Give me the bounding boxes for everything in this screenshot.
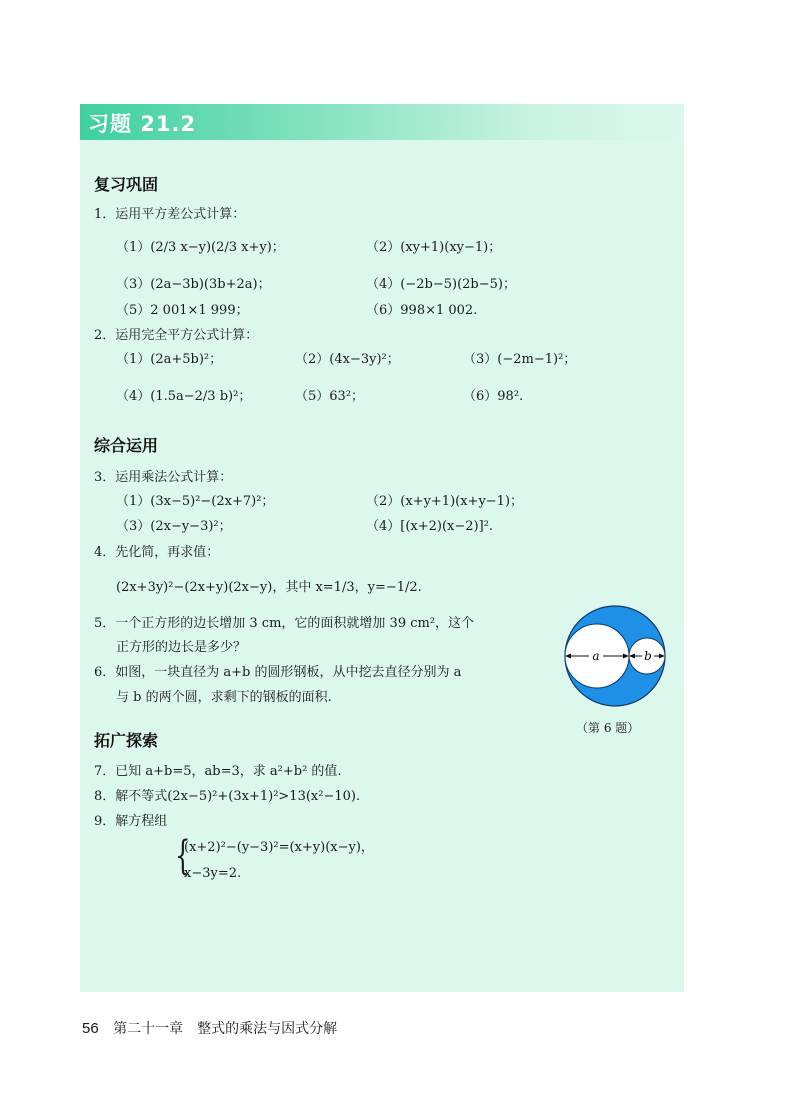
question-6-line-1: 6．如图，一块直径为 a+b 的圆形钢板，从中挖去直径分别为 a xyxy=(94,665,462,680)
system-brace: { xyxy=(175,833,191,879)
question-3-4: （4）[(x+2)(x−2)]². xyxy=(366,519,494,534)
question-2: 2．运用完全平方公式计算： xyxy=(94,328,259,343)
figure-caption: （第 6 题） xyxy=(576,721,640,735)
circles-diagram xyxy=(558,604,672,708)
question-4-expression: (2x+3y)²−(2x+y)(2x−y)，其中 x=1/3，y=−1/2. xyxy=(116,580,422,595)
question-4: 4．先化简，再求值： xyxy=(94,545,220,560)
question-1-5: （5）2 001×1 999； xyxy=(116,303,249,318)
question-2-4: （4）(1.5a−2/3 b)²； xyxy=(116,389,252,404)
exercise-title: 习题 21.2 xyxy=(88,112,197,136)
title-bar xyxy=(80,104,684,140)
question-5-line-1: 5．一个正方形的边长增加 3 cm，它的面积就增加 39 cm²，这个 xyxy=(94,616,475,631)
question-1: 1．运用平方差公式计算： xyxy=(94,207,246,222)
label-a: a xyxy=(592,649,600,663)
section-apply-heading: 综合运用 xyxy=(94,436,159,455)
label-b: b xyxy=(644,649,652,663)
section-review-heading: 复习巩固 xyxy=(94,175,159,194)
question-3: 3．运用乘法公式计算： xyxy=(94,470,233,485)
question-1-6: （6）998×1 002. xyxy=(366,303,478,318)
page-number: 56 xyxy=(82,1020,99,1037)
section-explore-heading: 拓广探索 xyxy=(94,731,159,750)
question-1-2: （2）(xy+1)(xy−1)； xyxy=(366,240,502,255)
question-9-equation-2: x−3y=2. xyxy=(184,866,242,881)
question-9-equation-1: (x+2)²−(y−3)²=(x+y)(x−y)， xyxy=(184,840,374,855)
question-2-2: （2）(4x−3y)²； xyxy=(295,352,400,367)
question-1-4: （4）(−2b−5)(2b−5)； xyxy=(366,277,516,292)
question-9: 9．解方程组 xyxy=(94,814,168,829)
question-1-1: （1）(2/3 x−y)(2/3 x+y)； xyxy=(116,240,285,255)
question-3-1: （1）(3x−5)²−(2x+7)²； xyxy=(116,494,275,509)
question-2-6: （6）98². xyxy=(463,389,524,404)
question-6-line-2: 与 b 的两个圆，求剩下的钢板的面积. xyxy=(116,690,332,705)
page-footer xyxy=(82,1018,337,1038)
question-1-3: （3）(2a−3b)(3b+2a)； xyxy=(116,277,271,292)
question-7: 7．已知 a+b=5，ab=3，求 a²+b² 的值. xyxy=(94,764,342,779)
chapter-title: 第二十一章 整式的乘法与因式分解 xyxy=(113,1021,338,1037)
question-5-line-2: 正方形的边长是多少？ xyxy=(116,640,247,655)
question-3-2: （2）(x+y+1)(x+y−1)； xyxy=(366,494,524,509)
question-8: 8．解不等式(2x−5)²+(3x+1)²>13(x²−10). xyxy=(94,789,361,804)
question-2-5: （5）63²； xyxy=(295,389,365,404)
question-3-3: （3）(2x−y−3)²； xyxy=(116,519,232,534)
question-2-1: （1）(2a+5b)²； xyxy=(116,352,223,367)
question-2-3: （3）(−2m−1)²； xyxy=(463,352,577,367)
